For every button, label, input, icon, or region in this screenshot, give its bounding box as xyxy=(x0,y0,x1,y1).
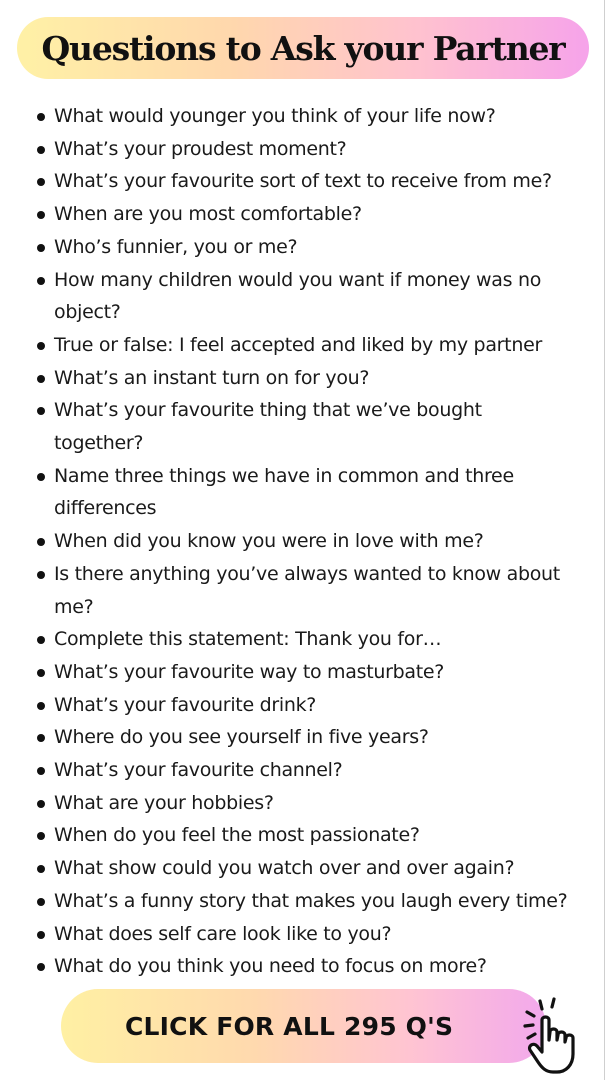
question-text: What do you think you need to focus on more? xyxy=(54,955,487,978)
question-item xyxy=(0,329,579,362)
bullet-icon xyxy=(37,800,45,808)
question-text: What’s your favourite way to masturbate? xyxy=(54,660,445,683)
bullet-icon xyxy=(37,473,45,481)
question-text: object? xyxy=(54,301,121,324)
question-item xyxy=(0,460,579,525)
question-text: What’s your favourite channel? xyxy=(54,759,343,782)
page-title: Questions to Ask your Partner xyxy=(41,28,565,68)
question-item xyxy=(0,918,579,951)
question-text: What’s your favourite thing that we’ve bought xyxy=(54,399,482,422)
question-item xyxy=(0,885,579,918)
question-item xyxy=(0,950,579,983)
question-item xyxy=(0,231,579,264)
bullet-icon xyxy=(37,702,45,710)
question-item xyxy=(0,819,579,852)
bullet-icon xyxy=(37,636,45,644)
question-item xyxy=(0,362,579,395)
bullet-icon xyxy=(37,898,45,906)
bullet-icon xyxy=(37,375,45,383)
bullet-icon xyxy=(37,113,45,121)
question-text: What’s your proudest moment? xyxy=(54,137,347,160)
bullet-icon xyxy=(37,931,45,939)
bullet-icon xyxy=(37,767,45,775)
question-item xyxy=(0,133,579,166)
question-text: What would younger you think of your life now? xyxy=(54,105,496,127)
bullet-icon xyxy=(37,865,45,873)
question-item xyxy=(0,623,579,656)
bullet-icon xyxy=(37,146,45,154)
question-item xyxy=(0,165,579,198)
question-item xyxy=(0,754,579,787)
question-text: When did you know you were in love with me? xyxy=(54,530,484,553)
question-item xyxy=(0,689,579,722)
question-text: What show could you watch over and over again? xyxy=(54,857,515,880)
question-item xyxy=(0,656,579,689)
question-text: What’s a funny story that makes you laugh every time? xyxy=(54,889,568,912)
question-text: What’s an instant turn on for you? xyxy=(54,366,370,389)
question-item xyxy=(0,394,579,459)
question-text: Name three things we have in common and three xyxy=(54,464,514,487)
question-list xyxy=(0,100,579,983)
bullet-icon xyxy=(37,571,45,579)
question-item xyxy=(0,264,579,329)
bullet-icon xyxy=(37,244,45,252)
bullet-icon xyxy=(37,342,45,350)
question-text: How many children would you want if money was no xyxy=(54,268,542,291)
bullet-icon xyxy=(37,832,45,840)
question-item xyxy=(0,525,579,558)
right-edge-line xyxy=(604,0,605,1080)
question-text: When do you feel the most passionate? xyxy=(54,824,420,847)
question-text: True or false: I feel accepted and liked by my partner xyxy=(54,333,542,356)
question-item xyxy=(0,558,579,623)
question-text: What’s your favourite drink? xyxy=(54,693,317,716)
question-text: What does self care look like to you? xyxy=(54,922,392,945)
question-text: differences xyxy=(54,497,157,520)
cta-label: CLICK FOR ALL 295 Q'S xyxy=(125,1011,454,1041)
click-for-all-button[interactable] xyxy=(61,989,546,1063)
question-item xyxy=(0,787,579,820)
question-item xyxy=(0,852,579,885)
question-text: Who’s funnier, you or me? xyxy=(54,235,298,258)
question-text: Where do you see yourself in five years? xyxy=(54,726,429,749)
question-text: What’s your favourite sort of text to receive from me? xyxy=(54,170,552,193)
question-text: Complete this statement: Thank you for… xyxy=(54,628,442,651)
question-text: What are your hobbies? xyxy=(54,791,274,814)
bullet-icon xyxy=(37,538,45,546)
title-banner xyxy=(17,17,589,79)
bullet-icon xyxy=(37,963,45,971)
bullet-icon xyxy=(37,407,45,415)
bullet-icon xyxy=(37,277,45,285)
question-text: Is there anything you’ve always wanted to know about xyxy=(54,562,560,585)
bullet-icon xyxy=(37,211,45,219)
question-item xyxy=(0,721,579,754)
bullet-icon xyxy=(37,178,45,186)
question-item xyxy=(0,100,579,133)
bullet-icon xyxy=(37,734,45,742)
question-text: When are you most comfortable? xyxy=(54,203,362,226)
question-text: together? xyxy=(54,432,144,455)
question-item xyxy=(0,198,579,231)
bullet-icon xyxy=(37,669,45,677)
pointing-hand-click-icon xyxy=(520,996,596,1076)
question-text: me? xyxy=(54,595,94,618)
